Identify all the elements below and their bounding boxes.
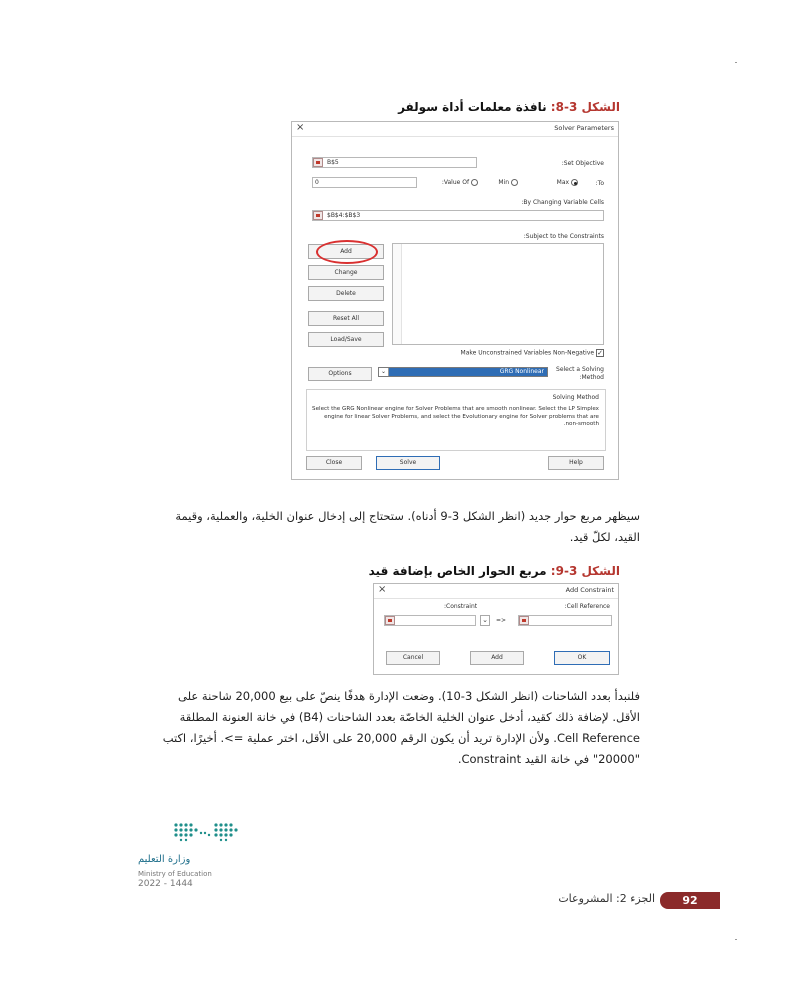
options-button[interactable]: Options: [308, 367, 372, 381]
change-button[interactable]: Change: [308, 265, 384, 280]
nonneg-option[interactable]: Make Unconstrained Variables Non-Negative ✓: [460, 349, 603, 357]
set-objective-field[interactable]: B$5: [312, 157, 477, 168]
add-button[interactable]: Add: [308, 244, 384, 259]
add-highlight-ellipse: [316, 240, 378, 264]
add-button[interactable]: Add: [470, 651, 524, 665]
paragraph-instructions-line2: الأقل. لإضافة ذلك كقيد، أدخل عنوان الخلية الخاصّة بعدد الشاحنات (B4) في خانة العنونة المطلقة: [179, 710, 640, 724]
constraint-field[interactable]: [384, 615, 476, 626]
changing-cells-ref-icon[interactable]: [313, 211, 323, 220]
title-separator: [292, 136, 618, 137]
paragraph-instructions-line1: فلنبدأ بعدد الشاحنات (انظر الشكل 3-10). وضعت الإدارة هدفًا ينصّ على بيع 20,000 شاحنة على: [178, 689, 640, 703]
set-objective-ref-icon[interactable]: [313, 158, 323, 167]
figure-title: نافذة معلمات أداة سولفر: [398, 100, 551, 114]
ministry-logo-dots-icon: [172, 820, 252, 846]
constraints-list[interactable]: [392, 243, 604, 345]
to-label: :To: [595, 180, 604, 187]
paragraph-intro: [160, 506, 640, 548]
constraint-ref-icon[interactable]: [385, 616, 395, 625]
title-separator: [374, 598, 618, 599]
paragraph-instructions: [160, 686, 640, 770]
operator-dropdown-arrow[interactable]: ⌄: [480, 615, 490, 626]
page-number: 92: [660, 892, 720, 909]
figure-3-9-caption: [369, 564, 620, 578]
ok-button[interactable]: OK: [554, 651, 610, 665]
changing-cells-field[interactable]: $B$4:$B$3: [312, 210, 604, 221]
solve-button[interactable]: Solve: [376, 456, 440, 470]
delete-button[interactable]: Delete: [308, 286, 384, 301]
solving-method-group: [306, 389, 606, 451]
cell-reference-field[interactable]: [518, 615, 612, 626]
solving-method-selected: GRG Nonlinear: [389, 368, 547, 376]
paragraph-intro-line1: سيظهر مربع حوار جديد (انظر الشكل 3-9 أدناه). ستحتاج إلى إدخال عنوان الخلية، والعملية، وقيمة: [175, 509, 640, 523]
figure-number: الشكل 3-8:: [550, 100, 620, 114]
cancel-button[interactable]: Cancel: [386, 651, 440, 665]
constraint-label: :Constraint: [444, 603, 478, 610]
load-save-button[interactable]: Load/Save: [308, 332, 384, 347]
section-title: الجزء 2: المشروعات: [558, 892, 655, 905]
figure-title: مربع الحوار الخاص بإضافة قيد: [368, 564, 551, 578]
window-title: Add Constraint: [565, 586, 614, 594]
ministry-name-ar: وزارة التعليم: [138, 854, 191, 865]
figure-3-8-caption: [398, 100, 620, 114]
window-title: Solver Parameters: [554, 124, 614, 132]
value-of-option[interactable]: :Value Of: [442, 179, 478, 186]
paragraph-instructions-line4: "20000" في خانة القيد Constraint.: [457, 752, 640, 766]
max-option[interactable]: Max: [557, 179, 578, 186]
paragraph-instructions-line3: Cell Reference. ولأن الإدارة تريد أن يكون الرقم 20,000 على الأقل، اختر عملية =>. أخيرًا، اكتب: [162, 731, 640, 745]
constraints-label: :Subject to the Constraints: [523, 233, 604, 240]
close-button[interactable]: Close: [306, 456, 362, 470]
solving-method-select[interactable]: [378, 367, 548, 377]
close-icon[interactable]: ×: [378, 584, 387, 595]
ministry-logo: [138, 820, 248, 900]
solving-method-dropdown-arrow[interactable]: ⌄: [379, 368, 389, 376]
crop-mark-bottom: [735, 939, 737, 940]
add-constraint-window: [373, 583, 619, 675]
min-option[interactable]: Min: [498, 179, 518, 186]
value-of-field[interactable]: 0: [312, 177, 417, 188]
help-button[interactable]: Help: [548, 456, 604, 470]
solving-method-description: Select the GRG Nonlinear engine for Solver Problems that are smooth nonlinear. Select the LP Simplex engine for linear Solver Problems, and select the Evolutionary engine for Solver problems that are .non-smooth: [312, 406, 599, 427]
operator-value[interactable]: =>: [496, 617, 507, 624]
ministry-name-en: Ministry of Education: [138, 870, 212, 878]
figure-number: الشكل 3-9:: [550, 564, 620, 578]
reset-all-button[interactable]: Reset All: [308, 311, 384, 326]
crop-mark-top: [735, 62, 737, 63]
solver-parameters-window: [291, 121, 619, 480]
close-icon[interactable]: ×: [296, 122, 305, 133]
nonneg-checkbox[interactable]: ✓: [597, 349, 603, 357]
solving-method-label: Select a Solving :Method: [556, 366, 604, 381]
solving-method-heading: Solving Method: [552, 394, 599, 401]
value-of-radio[interactable]: [471, 179, 478, 186]
cell-reference-ref-icon[interactable]: [519, 616, 529, 625]
ministry-year: 2022 - 1444: [138, 879, 193, 889]
constraints-scrollbar[interactable]: [393, 244, 402, 344]
set-objective-label: :Set Objective: [561, 160, 604, 167]
paragraph-intro-line2: القيد، لكلّ قيد.: [569, 530, 640, 544]
max-radio[interactable]: [571, 179, 578, 186]
min-radio[interactable]: [511, 179, 518, 186]
changing-cells-label: :By Changing Variable Cells: [521, 199, 604, 206]
cell-reference-label: :Cell Reference: [564, 603, 610, 610]
